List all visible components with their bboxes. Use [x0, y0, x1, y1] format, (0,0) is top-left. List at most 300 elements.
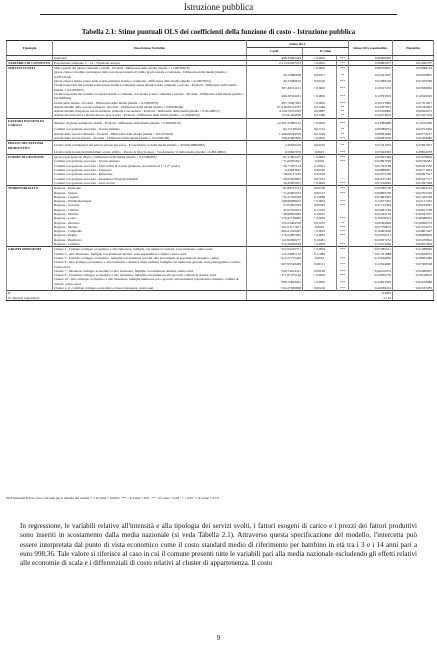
- row-pvalue: < 0,0001: [303, 92, 337, 101]
- row-std-coeff: 0,00000000: [349, 55, 393, 60]
- row-coeff: 26,13680638: [247, 70, 303, 79]
- row-coeff: −122,95999277: [247, 238, 303, 242]
- row-coeff: −71,60965331: [247, 191, 303, 195]
- row-pvalue: 0,07181: [303, 177, 337, 181]
- row-coeff: 857,49311101: [247, 83, 303, 92]
- row-pvalue: 0,11489: [303, 252, 337, 256]
- row-std-coeff: −0,02125740: [349, 177, 393, 181]
- row-significance: ***: [337, 242, 349, 247]
- row-elasticity: −0,50947457: [393, 212, 434, 216]
- row-std-coeff: −0,01893482: [349, 195, 393, 199]
- row-std-coeff: −0,05589738: [349, 186, 393, 191]
- page-number: 9: [216, 634, 221, 642]
- row-group-label: [7, 83, 53, 92]
- row-coeff: 175,91294818: [247, 113, 303, 118]
- row-description: Regione - Marche: [53, 212, 247, 216]
- row-pvalue: 0,00538: [303, 186, 337, 191]
- header-rule: [40, 14, 397, 15]
- row-elasticity: 0,38854978: [393, 150, 434, 155]
- row-pvalue: 0,00106: [303, 79, 337, 83]
- row-significance: ***: [337, 66, 349, 71]
- row-std-coeff: 0,06402396: [349, 155, 393, 160]
- row-std-coeff: 0,13795819: [349, 92, 393, 101]
- row-group-label: FORME DI GESTIONE: [7, 155, 53, 160]
- row-coeff: 9,43683847: [247, 168, 303, 172]
- row-significance: ***: [337, 191, 349, 195]
- row-pvalue: < 0,0001: [303, 273, 337, 277]
- row-std-coeff: 0,30217899: [349, 101, 393, 105]
- row-std-coeff: 0,11677502: [349, 199, 393, 203]
- row-std-coeff: −0,07385521: [349, 247, 393, 252]
- row-coeff: 487,79407623: [247, 101, 303, 105]
- row-coeff: −267,95518469: [247, 260, 303, 269]
- row-significance: **: [337, 70, 349, 79]
- row-std-coeff: 0,00888947: [349, 168, 393, 172]
- row-elasticity: −0,48588501: [393, 216, 434, 220]
- table-row: [7, 277, 434, 286]
- row-pvalue: 0,01253: [303, 221, 337, 225]
- row-elasticity: −0,38833286: [393, 256, 434, 260]
- row-elasticity: 0,27351837: [393, 101, 434, 105]
- row-coeff: −264,21016497: [247, 229, 303, 233]
- row-coeff: −296,70834461: [247, 277, 303, 286]
- row-elasticity: −0,00527717: [393, 177, 434, 181]
- row-description: Regione - Calabria: [53, 242, 247, 247]
- row-coeff: 47,67550974: [247, 208, 303, 212]
- row-significance: **: [337, 132, 349, 136]
- row-elasticity: −0,05064743: [393, 186, 434, 191]
- row-coeff: −48,90839965: [247, 212, 303, 216]
- row-description: Livello delle retribuzioni del settore privato (in euro) - Econometria % dalla media (media = 30.099,48890082): [53, 141, 247, 150]
- row-std-coeff: 0,10197255: [349, 83, 393, 92]
- row-coeff: −18,82137183: [247, 172, 303, 176]
- row-description: Metri quadri dei plessi comunali e statali - Prodotti - Differenza dalla media (media = 11,08783978): [53, 66, 247, 71]
- summary-row: [7, 296, 434, 301]
- row-std-coeff: −0,06362609: [349, 221, 393, 225]
- row-elasticity: −0,04958975: [393, 252, 434, 256]
- row-description: Comuni con gestione associata - Trasporto: [53, 168, 247, 172]
- row-pvalue: < 0,0001: [303, 216, 337, 220]
- row-pvalue: < 0,0001: [303, 229, 337, 233]
- row-pvalue: 0,0002: [303, 159, 337, 163]
- row-pvalue: < 0,0001: [303, 136, 337, 141]
- row-significance: ***: [337, 233, 349, 237]
- row-std-coeff: 0,04389166: [349, 79, 393, 83]
- coefficients-table: [6, 40, 434, 301]
- row-significance: ***: [337, 136, 349, 141]
- table-header-row: [7, 41, 434, 48]
- row-coeff: −26,77207513: [247, 164, 303, 168]
- row-elasticity: 0,01457104: [393, 113, 434, 118]
- row-description: Regione - Campania: [53, 229, 247, 233]
- row-description: Regione - Toscana: [53, 203, 247, 207]
- row-description: Regione - Lazio: [53, 216, 247, 220]
- row-significance: ***: [337, 229, 349, 233]
- row-coeff: 59,32855937: [247, 181, 303, 186]
- row-pvalue: 0,17352: [303, 208, 337, 212]
- row-pvalue: < 0,0001: [303, 83, 337, 92]
- row-pvalue: 0,10201: [303, 164, 337, 168]
- col-header-pvalue: P-value: [303, 48, 349, 55]
- row-std-coeff: 0,07256049: [349, 181, 393, 186]
- row-description: Quota classi a tempo pieno della scuola primaria statale e comunale - Differenza dalla media (media = 0,34976332): [53, 79, 247, 83]
- row-pvalue: 0,00216: [303, 286, 337, 291]
- row-elasticity: 0,05848124: [393, 66, 434, 71]
- row-description: Comuni con gestione associata - Altri ordini di scuola (primaria, secondaria di 1° e 2° grado): [53, 164, 247, 168]
- row-elasticity: 0,14102369: [393, 118, 434, 127]
- table-caption: Tabella 2.1: Stime puntuali OLS dei coefficienti della funzione di costo - Istruzione pubblica: [81, 28, 356, 36]
- row-elasticity: 0,10326022: [393, 92, 434, 101]
- row-description: Livello delle locazioni immobiliari ad uso ufficio - Prezzo al Mq (in euro) - Scostamento % dalla media (media = 6,48310800): [53, 150, 247, 155]
- row-pvalue: 0,01448: [303, 105, 337, 109]
- row-coeff: −176,47158963: [247, 216, 303, 220]
- row-coeff: 61.018,60154735: [247, 105, 303, 109]
- row-significance: ***: [337, 92, 349, 101]
- summary-label: N. dendi in regressione: [7, 296, 247, 301]
- row-pvalue: < 0,0001: [303, 101, 337, 105]
- row-elasticity: −0,09657964: [393, 242, 434, 247]
- row-std-coeff: −0,26210074: [349, 269, 393, 273]
- row-std-coeff: 0,07712429: [349, 203, 393, 207]
- row-std-coeff: −0,07378053: [349, 225, 393, 229]
- row-group-label: [7, 70, 53, 79]
- row-coeff: 40,33389616: [247, 79, 303, 83]
- row-std-coeff: −0,19465636: [349, 229, 393, 233]
- row-pvalue: 0,03887: [303, 109, 337, 113]
- row-description: Cluster 2 - Limitato sviluppo economico e alto benessere, famiglie con numerosi anziani, zone montane, centro-nord: [53, 247, 247, 252]
- row-significance: ***: [337, 150, 349, 155]
- row-group-label: [7, 260, 53, 269]
- row-coeff: 496,30556431: [247, 92, 303, 101]
- row-pvalue: < 0,0001: [303, 277, 337, 286]
- row-coeff: −271,87275146: [247, 273, 303, 277]
- row-description: Regione - Emilia-Romagna: [53, 199, 247, 203]
- row-std-coeff: 0,06583936: [349, 136, 393, 141]
- row-elasticity: 0,00773127: [393, 132, 434, 136]
- row-significance: **: [337, 221, 349, 225]
- row-significance: *: [337, 177, 349, 181]
- row-elasticity: −0,00497327: [393, 172, 434, 176]
- row-significance: **: [337, 105, 349, 109]
- row-description: Regione - Basilicata: [53, 238, 247, 242]
- row-significance: ***: [337, 55, 349, 60]
- row-pvalue: 0,01226: [303, 132, 337, 136]
- row-group-label: [7, 277, 53, 286]
- row-group-label: FATTORI ESOGENI DI CARICO: [7, 118, 53, 127]
- row-significance: ***: [337, 186, 349, 191]
- row-pvalue: < 0,0001: [303, 118, 337, 127]
- row-std-coeff: 0,07241932: [349, 141, 393, 150]
- row-elasticity: −0,59158612: [393, 273, 434, 277]
- row-significance: ***: [337, 286, 349, 291]
- row-coeff: 4.128,79474505: [247, 109, 303, 113]
- row-std-coeff: 0,06389074: [349, 127, 393, 131]
- row-description: Utenti della mensa - Prodotti - Differenza dalla media (media = 0,25820079): [53, 101, 247, 105]
- row-significance: ***: [337, 155, 349, 160]
- row-coeff: −221,01177817: [247, 225, 303, 229]
- row-coeff: 1.296,66294105: [247, 132, 303, 136]
- row-significance: ***: [337, 269, 349, 273]
- row-description: Comuni con gestione associata - Scuola infanzia: [53, 159, 247, 163]
- col-header-elasticita: Elasticità: [393, 41, 434, 56]
- table-note: OLS Residual Errors: sono calcolati per il sistema dei residui. * = P-value < 0,0001; *** = P-value < 0,01 ; ** = P-value < 0,05 ; * = 0,05 <= P-value < 0,10: [6, 496, 219, 500]
- row-elasticity: −0,07308328: [393, 260, 434, 269]
- row-significance: ***: [337, 199, 349, 203]
- row-std-coeff: −0,09556521: [349, 233, 393, 237]
- row-coeff: −71,60955815: [247, 159, 303, 163]
- row-group-label: TERRITORIALITÀ: [7, 186, 53, 191]
- row-coeff: −110,34687152: [247, 252, 303, 256]
- row-group-label: SERVIZI SVOLTI: [7, 66, 53, 71]
- col-header-coeff: Coeff.: [247, 48, 303, 55]
- row-std-coeff: −0,02893798: [349, 159, 393, 163]
- row-elasticity: 0,01678804: [393, 155, 434, 160]
- row-description: Comuni con gestione associata - Refezione: [53, 172, 247, 176]
- row-pvalue: 0,0019: [303, 256, 337, 260]
- row-significance: **: [337, 127, 349, 131]
- row-elasticity: 0,00928807: [393, 70, 434, 79]
- row-significance: ***: [337, 216, 349, 220]
- row-elasticity: 0,00342897: [393, 105, 434, 109]
- row-std-coeff: −0,19356630: [349, 256, 393, 260]
- row-coeff: 0,59847976: [247, 150, 303, 155]
- row-group-label: [7, 92, 53, 101]
- row-significance: ***: [337, 83, 349, 92]
- summary-label: R²: [7, 291, 247, 296]
- row-elasticity: −0,00431530: [393, 164, 434, 168]
- row-pvalue: < 0,0001: [303, 199, 337, 203]
- row-elasticity: 0,00771603: [393, 168, 434, 172]
- row-significance: **: [337, 113, 349, 118]
- row-description: Numero di plessi comunali e statali - Prodotti - Differenza dalla media (media = 0,00060616): [53, 118, 247, 127]
- table-row: [7, 118, 434, 127]
- row-pvalue: 0,02471: [303, 70, 337, 79]
- row-description: Utenti trasportati nei comuni con plessi statali e comunali, con alunni scuole comunali e private - Prodotti - Differenza dalla media (media = 0,01048544): [53, 92, 247, 101]
- row-pvalue: < 0,0001: [303, 155, 337, 160]
- row-significance: ***: [337, 273, 349, 277]
- row-coeff: 2.215,93297474: [247, 60, 303, 65]
- row-coeff: −272,28460199: [247, 242, 303, 247]
- row-elasticity: −0,04807497: [393, 229, 434, 233]
- row-std-coeff: −0,03937232: [349, 238, 393, 242]
- row-significance: ***: [337, 203, 349, 207]
- row-pvalue: 0,01286: [303, 113, 337, 118]
- row-pvalue: 0,0002: [303, 225, 337, 229]
- table-row: [7, 141, 434, 150]
- row-coeff: −81,88731701: [247, 186, 303, 191]
- row-std-coeff: −0,01793188: [349, 164, 393, 168]
- row-pvalue: 0,00311: [303, 260, 337, 269]
- row-description: Cluster 7 - Moderato sviluppo economico e alto benessere, famiglie con numerosi anziani, centro-nord: [53, 269, 247, 273]
- row-elasticity: 0,01359369: [393, 79, 434, 83]
- row-elasticity: 0,01297298: [393, 181, 434, 186]
- row-std-coeff: −0,23830776: [349, 273, 393, 277]
- row-pvalue: 0,16037: [303, 212, 337, 216]
- row-description: Regione - Liguria: [53, 195, 247, 199]
- row-coeff: 338,42685838: [247, 136, 303, 141]
- table-row: [7, 70, 434, 79]
- row-pvalue: < 0,0001: [303, 247, 337, 252]
- row-pvalue: 0,25019: [303, 172, 337, 176]
- row-group-label: PREZZI DEI FATTORI PRODUTTIVI: [7, 141, 53, 150]
- row-coeff: −52,11356328: [247, 195, 303, 199]
- row-std-coeff: 0,24389689: [349, 118, 393, 127]
- row-pvalue: 0,16481: [303, 238, 337, 242]
- row-std-coeff: −0,07181988: [349, 252, 393, 256]
- row-significance: ***: [337, 159, 349, 163]
- row-elasticity: −0,08088629: [393, 233, 434, 237]
- row-description: Popolazione residente 3 – 14 – Funzione inversa: [53, 60, 247, 65]
- row-std-coeff: 0,03458800: [349, 109, 393, 113]
- row-coeff: 57,05825593: [247, 203, 303, 207]
- row-std-coeff: −0,03287746: [349, 208, 393, 212]
- row-significance: ***: [337, 256, 349, 260]
- row-pvalue: 0,00108: [303, 269, 337, 273]
- row-elasticity: 0,06229947: [393, 203, 434, 207]
- row-std-coeff: 0,04274812: [349, 113, 393, 118]
- row-significance: ***: [337, 79, 349, 83]
- row-description: Cluster 6 - Alto sviluppo economico e alto benessere, attrattive degli studenti, famiglie con numerose giovani, zona pianeggiante costiera, centro-nord: [53, 260, 247, 269]
- row-description: Cluster 1, 4 - Limitato sviluppo economico e basso benessere, centro-sud: [53, 286, 247, 291]
- row-significance: **: [337, 141, 349, 150]
- row-pvalue: 0,01712: [303, 127, 337, 131]
- row-pvalue: 0,60560: [303, 168, 337, 172]
- row-elasticity: 0,00636662: [393, 83, 434, 92]
- row-elasticity: 0,02364985: [393, 136, 434, 141]
- col-header-stime-std: Stime OLS standardizz.: [349, 41, 393, 56]
- row-significance: ***: [337, 260, 349, 269]
- row-description: Regione - Umbria: [53, 208, 247, 212]
- table-row: [7, 83, 434, 92]
- table-row: [7, 92, 434, 101]
- row-significance: ***: [337, 247, 349, 252]
- row-coeff: −212,57775446: [247, 256, 303, 260]
- row-std-coeff: −0,26186454: [349, 286, 393, 291]
- row-description: Cluster 5 - Limitato sviluppo economico, famiglie con numerosi giovani, alta percentuale di popolazione straniera, centro: [53, 256, 247, 260]
- row-elasticity: ∗0,30826753: [393, 221, 434, 225]
- row-pvalue: < 0,0001: [303, 233, 337, 237]
- row-pvalue: < 0,0001: [303, 181, 337, 186]
- row-description: Quota classi con tempo prolungato dalla scuola secondaria di primo grado statale e comunale - Differenza dalla media (media = 0,18154124): [53, 70, 247, 79]
- row-pvalue: 0,12968: [303, 195, 337, 199]
- row-coeff: 998,35662449: [247, 55, 303, 60]
- col-header-tipologia: Tipologia: [7, 41, 53, 56]
- row-coeff: −230,74614411: [247, 269, 303, 273]
- row-description: Utenti trasportati nei comuni senza plessi statali e comunali, senza alunni scuole comunali e private - Prodotti - Differenza dalla media (media = 0,01033877): [53, 83, 247, 92]
- row-elasticity: 0,04754364: [393, 127, 434, 131]
- row-pvalue: < 0,0001: [303, 66, 337, 71]
- row-elasticity: −0,02702336: [393, 191, 434, 195]
- row-significance: ***: [337, 101, 349, 105]
- row-pvalue: 0,00393: [303, 203, 337, 207]
- row-pvalue: < 0,0001: [303, 242, 337, 247]
- row-significance: **: [337, 109, 349, 113]
- row-std-coeff: −0,02275358: [349, 172, 393, 176]
- table-row: [7, 260, 434, 269]
- row-std-coeff: −0,13524940: [349, 260, 393, 269]
- row-description: Regione - Veneto: [53, 191, 247, 195]
- row-elasticity: −0,63280097: [393, 269, 434, 273]
- row-description: Cluster 3 - Alto benessere, famiglie con numerosi anziani, zona appenninica e alpina, centro-nord: [53, 252, 247, 256]
- row-pvalue: 0,0025: [303, 150, 337, 155]
- row-coeff: 94,17138524: [247, 127, 303, 131]
- row-std-coeff: −0,06899758: [349, 191, 393, 195]
- row-coeff: −232,27036998: [247, 286, 303, 291]
- row-significance: ***: [337, 181, 349, 186]
- col-header-descrizione: Descrizione Variabile: [53, 41, 247, 56]
- row-elasticity: 0,02131355: [393, 199, 434, 203]
- row-std-coeff: 0,49685975: [349, 60, 393, 65]
- row-coeff: 2,49636418: [247, 141, 303, 150]
- row-significance: ***: [337, 277, 349, 286]
- row-elasticity: 0,00824972: [393, 109, 434, 113]
- row-coeff: 65,17995327: [247, 155, 303, 160]
- row-description: Quota piedi gestione diretta - Differenza dalla media (media = 0,27469403): [53, 155, 247, 160]
- row-elasticity: 0,47697051: [393, 141, 434, 150]
- row-description: Comuni con gestione associata - Scuola infanzia: [53, 127, 247, 131]
- row-std-coeff: −0,02442139: [349, 212, 393, 216]
- row-coeff: −135,23464318: [247, 221, 303, 225]
- row-coeff: −253,95100371: [247, 247, 303, 252]
- row-std-coeff: 0,07940095: [349, 150, 393, 155]
- col-header-stime-ols: Stime OLS: [247, 41, 349, 48]
- row-std-coeff: 0,08379625: [349, 66, 393, 71]
- row-pvalue: < 0,0001: [303, 55, 337, 60]
- row-description: Alunni disabili delle scuole comunali - Prodotti - Differenza dalla media (media = 0,00058549): [53, 105, 247, 109]
- row-std-coeff: −0,24823306: [349, 277, 393, 286]
- row-description: Comuni con gestione associata - Assistenza/Trasporti Disabili: [53, 177, 247, 181]
- row-description: Comuni con gestione associata - Altri servizi: [53, 181, 247, 186]
- row-std-coeff: 0,04797813: [349, 105, 393, 109]
- row-description: Alunni disabili trasportati scuola infanzia, primaria e secondaria - Prodotti - Differenza dalla media (media = 0,00148057): [53, 109, 247, 113]
- row-description: Regione - Puglia: [53, 233, 247, 237]
- row-group-label: GRUPPI OMOGENEI: [7, 247, 53, 252]
- row-elasticity: −0,00749581: [393, 159, 434, 163]
- row-elasticity: −0,04911768: [393, 208, 434, 212]
- row-description: Cluster 10 - Alto sviluppo economico e alto benessere, famiglie numerose poco giovani, alta incidenza popolazione straniera, comuni di cintura, centro-nord: [53, 277, 247, 286]
- row-elasticity: −0,03470822: [393, 238, 434, 242]
- row-elasticity: −0,93416686: [393, 277, 434, 286]
- row-description: Alunni dei nidi estivi e alunni del pre-post scuola - Prodotti - Differenza dalla media (media = 0,10662032): [53, 113, 247, 118]
- summary-value: 2.132: [247, 296, 393, 301]
- running-header: Istruzione pubblica: [183, 2, 254, 12]
- coefficients-table-wrapper: [6, 40, 433, 301]
- summary-value: 0,3605: [247, 291, 393, 296]
- summary-empty: [393, 296, 434, 301]
- row-elasticity: −0,01374275: [393, 225, 434, 229]
- row-description: Alunni della scuola comunale - Prodotti - Differenza dalla media (media = 0,01475916): [53, 132, 247, 136]
- row-pvalue: 0,00127: [303, 191, 337, 195]
- row-group-label: VARIABILI DI CONTESTO: [7, 60, 53, 65]
- row-description: Cluster 8 - Sostenuto sviluppo economico e alto benessere, famiglie con numerosa alta giovani, comuni di cintura, nord: [53, 273, 247, 277]
- row-description: Regione - Molise: [53, 225, 247, 229]
- body-paragraph: In regressione, le variabili relative all'intensità e alla tipologia dei servizi svolti, i fattori esogeni di carico e i prezzi dei fattori produttivi sono inseriti in scostamento dalla media nazionale (si veda Tabella 2.1). Attraverso questa specificazione del modello, l'intercetta può essere interpretata dal punto di vista economico come il costo standard medio di riferimento per bambino in età tra i 3 e i 14 anni pari a euro 998,36. Tale valore si riferisce al caso in cui il comune presenti tutte le variabili pari alla media nazionale escludendo gli effetti relativi alle economie di scala e i differenziali di costo relativi al cluster di appartenenza. Il costo: [20, 522, 417, 568]
- row-coeff: −29,95818603: [247, 177, 303, 181]
- row-significance: ***: [337, 60, 349, 65]
- row-significance: ***: [337, 225, 349, 229]
- row-elasticity: −0,21288940: [393, 247, 434, 252]
- row-description: Alunni della scuola privata - Prodotti - Differenza dalla media (media = 0,01926196): [53, 136, 247, 141]
- row-pvalue: < 0,0001: [303, 60, 337, 65]
- row-elasticity: −0,01426528: [393, 195, 434, 199]
- row-std-coeff: −0,10078551: [349, 216, 393, 220]
- row-pvalue: 0,04165: [303, 141, 337, 150]
- row-elasticity: 0,01940787: [393, 60, 434, 65]
- row-significance: ***: [337, 118, 349, 127]
- row-std-coeff: 0,08584646: [349, 132, 393, 136]
- row-description: Intercetta: [53, 55, 247, 60]
- row-description: Regione - Piemonte: [53, 186, 247, 191]
